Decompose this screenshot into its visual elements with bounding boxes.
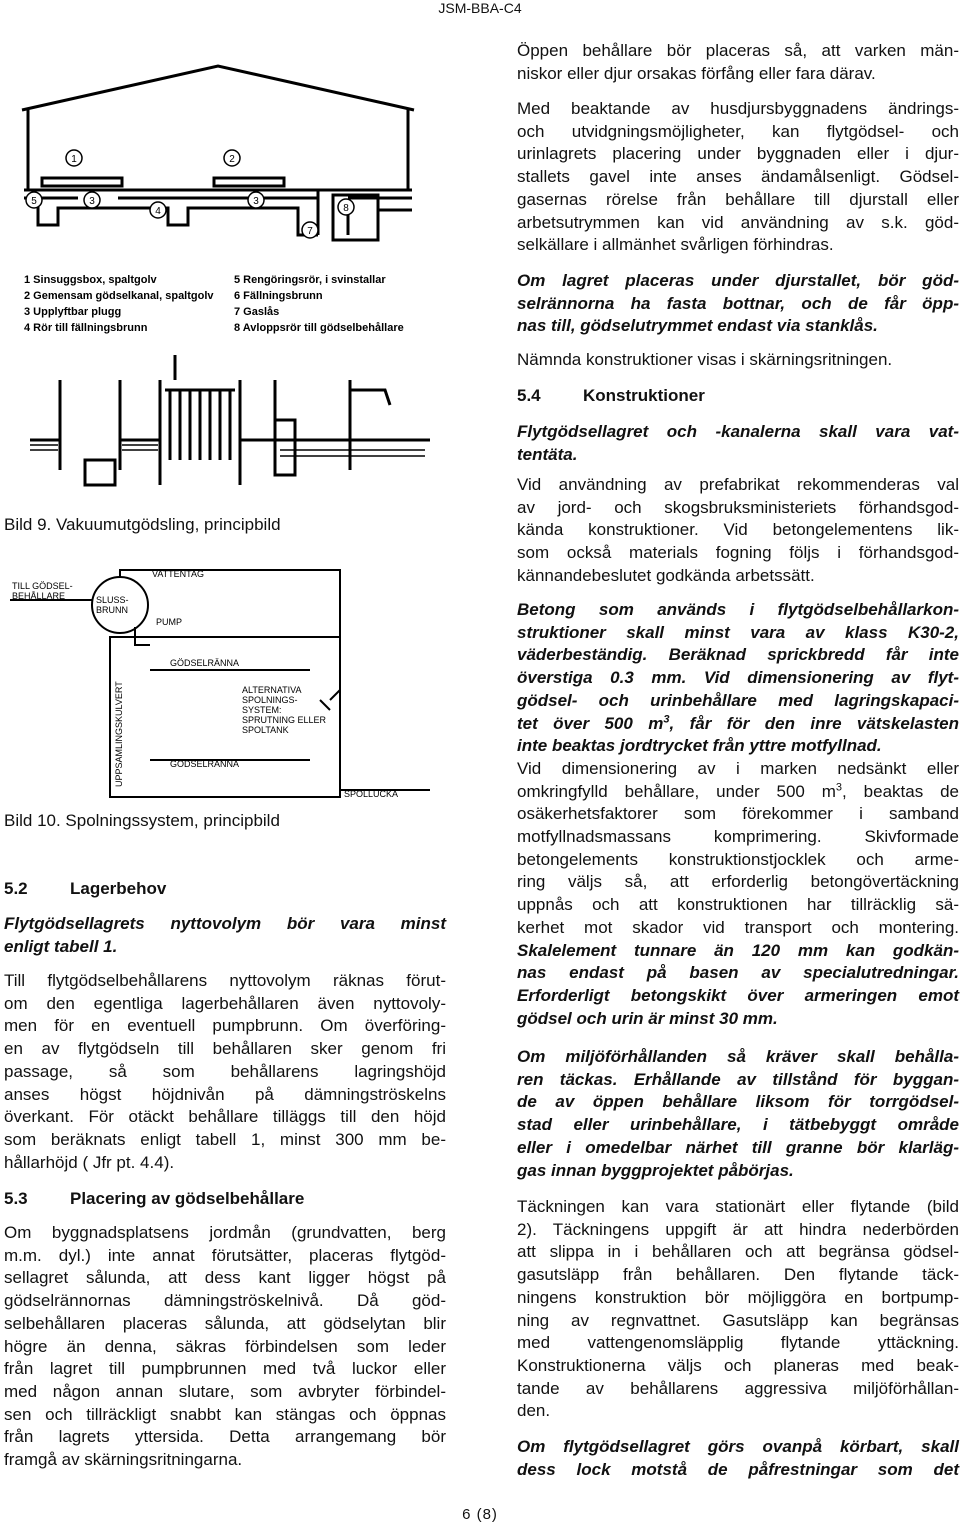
text-line: kända konstruktioner. Vid betongelementens lik- — [517, 520, 959, 540]
text-line: uppnås och att konstruktionen har tillräcklig sä- — [517, 895, 959, 915]
right-paragraph-9 — [517, 1046, 959, 1182]
label-behallare: BEHÅLLARE — [12, 591, 66, 601]
callout-5: 5 — [31, 196, 37, 207]
right-paragraph-1 — [517, 40, 959, 85]
label-alt4: SPRUTNING ELLER — [242, 715, 327, 725]
text-line: arbetsutrymmen kan vid användning av s.k. göd- — [517, 212, 959, 232]
text-line: Erforderligt betongskikt över armeringen emot — [517, 985, 959, 1005]
text-line: Om miljöförhållanden så kräver skall behålla- — [517, 1047, 959, 1066]
text-line: av jord- och skogsbruksministeriets förhandsgod- — [517, 497, 959, 517]
right-paragraph-3 — [517, 270, 959, 338]
label-uppsamling: UPPSAMLINGSKULVERT — [114, 681, 124, 787]
text-line: framgå av skärningsritningarna. — [4, 1450, 243, 1470]
text-line: överstiga 0.3 mm. Vid dimensionering av flyt- — [517, 668, 959, 688]
text-line: om den egentliga lagerbehållaren även nyttovoly- — [4, 993, 446, 1013]
section-5-4-number: 5.4 — [517, 386, 541, 405]
superscript: 3 — [835, 780, 843, 793]
label-alt1: ALTERNATIVA — [242, 685, 302, 695]
text-line: niskor eller djur orsakas förfång eller fara därav. — [517, 63, 876, 83]
text-line: eller i omedelbar närhet till granne bör klarläg- — [517, 1137, 959, 1157]
label-alt5: SPOLTANK — [242, 725, 289, 735]
figure-vacuum — [30, 350, 430, 500]
right-paragraph-2 — [517, 98, 959, 257]
text-line: överkant. För otäckt behållare tilläggs till den höjd — [4, 1107, 446, 1127]
text-line: Om byggnadsplatsens jordmån (grundvatten, berg — [4, 1223, 446, 1242]
requirement-line: enligt tabell 1. — [4, 936, 118, 956]
section-5-3-heading — [4, 1188, 304, 1210]
text-fragment: , får för den inre vätskelasten — [669, 713, 959, 733]
text-line: hållarhöjd ( Jfr pt. 4.4). — [4, 1152, 175, 1172]
callout-1: 1 — [71, 154, 77, 165]
label-sluss1: SLUSS- — [96, 595, 129, 605]
label-alt3: SYSTEM: — [242, 705, 282, 715]
text-line: inte beaktas jordtrycket från yttre motfyllnad. — [517, 736, 882, 756]
text-line: att slippa in i behållaren och att begränsa gödsel- — [517, 1242, 959, 1262]
callout-2: 2 — [229, 154, 235, 165]
text-line: tande av behållarens aggressiva miljöförhållan- — [517, 1378, 959, 1398]
text-line: den. — [517, 1401, 551, 1421]
text-line: selbehållaren placeras sålunda, att gödselytan blir — [4, 1313, 446, 1333]
text-line: Med beaktande av husdjursbyggnadens ändrings- — [517, 99, 959, 118]
text-line: med vattengenomsläpplig flytande yttäckning. — [517, 1333, 959, 1353]
text-line: selkällare i allmänhet svårligen förhindras. — [517, 235, 834, 255]
requirement-line: Flytgödsellagrets nyttovolym bör vara minst — [4, 914, 446, 933]
text-line: Vid användning av prefabrikat rekommenderas val — [517, 475, 959, 494]
text-line: ning av regnvattnet. Gasutsläpp kan begränsas — [517, 1310, 959, 1330]
label-ranna1: GÖDSELRÄNNA — [170, 658, 240, 668]
text-line: ren täckas. Erhållande av tillstånd för byggan- — [517, 1069, 959, 1089]
section-5-2-heading — [4, 878, 166, 900]
text-line: nas endast på basen av specialutredningar. — [517, 963, 959, 983]
right-paragraph-10 — [517, 1196, 959, 1423]
text-line: från lagrets yttersida. Detta arrangemang bör — [4, 1427, 446, 1447]
section-5-3-body — [4, 1222, 446, 1472]
text-line: gasernas rörelse från behållare till djurstall eller — [517, 189, 959, 209]
text-line: högre än denna, säkras förbindelsen som leder — [4, 1336, 446, 1356]
text-line — [517, 781, 959, 804]
text-fragment: tet över 500 m — [517, 713, 664, 733]
text-line: motfyllnadsmassans komprimering. Skivformade — [517, 827, 959, 847]
callout-7: 7 — [307, 226, 313, 237]
right-paragraph-7 — [517, 599, 959, 1030]
label-pump: PUMP — [156, 617, 183, 627]
legend-4: 4 Rör till fällningsbrunn — [24, 322, 148, 334]
text-line: stallets gavel inte anses ändamålsenligt. Gödsel- — [517, 167, 959, 187]
text-line: dess lock motstå de påfrestningar som det — [517, 1459, 959, 1479]
figure-barn-section — [18, 60, 418, 345]
text-line: kännandebeslutet godkända arbetssätt. — [517, 565, 815, 585]
text-line — [517, 713, 959, 736]
text-line: tentäta. — [517, 444, 578, 464]
text-line: struktioner skall minst vara av klass K30-2, — [517, 622, 959, 642]
label-ranna2: GÖDSELRÄNNA — [170, 759, 240, 769]
text-line: väderbeständig. Beräknad sprickbredd får inte — [517, 645, 959, 665]
section-5-3-title: Placering av gödselbehållare — [70, 1189, 305, 1208]
text-line: Öppen behållare bör placeras så, att varken män- — [517, 41, 959, 60]
text-line: Täckningen kan vara stationärt eller flytande (bild — [517, 1197, 959, 1216]
text-line: urinlagrets placering under byggnaden eller i djur- — [517, 144, 959, 164]
right-paragraph-4 — [517, 349, 959, 372]
text-line: gödselrännornas dämningströskelnivå. Då göd- — [4, 1291, 446, 1311]
section-5-4-heading — [517, 385, 705, 407]
text-line: Konstruktionerna väljs och planeras med beak- — [517, 1355, 959, 1375]
right-paragraph-6 — [517, 474, 959, 588]
section-5-2-number: 5.2 — [4, 879, 28, 898]
section-5-4-title: Konstruktioner — [583, 386, 705, 405]
right-paragraph-11 — [517, 1436, 959, 1481]
callout-8: 8 — [343, 203, 349, 214]
figure-10-caption: Bild 10. Spolningssystem, principbild — [4, 811, 280, 830]
section-5-3-number: 5.3 — [4, 1189, 28, 1208]
label-sluss2: BRUNN — [96, 605, 129, 615]
callout-4: 4 — [155, 206, 161, 217]
text-fragment: omkringfylld behållare, under 500 m — [517, 781, 836, 801]
text-line: gödsel- och urinbehållare med lagringskapaci- — [517, 690, 959, 710]
label-spollucka: SPOLLUCKA — [344, 789, 399, 799]
page-number: 6 (8) — [462, 1506, 498, 1523]
legend-1: 1 Sinsuggsbox, spaltgolv — [24, 274, 157, 286]
text-line: Betong som används i flytgödselbehållarkon- — [517, 600, 959, 619]
legend-2: 2 Gemensam gödselkanal, spaltgolv — [24, 290, 214, 302]
text-line: med någon annan slutare, som avbryter förbindel- — [4, 1381, 446, 1401]
text-line: ningens konstruktion bör möjliggöra en bortpump- — [517, 1287, 959, 1307]
figure-flushing-system — [10, 565, 430, 805]
text-line: sellagret sålunda, att dess kant ligger högst på — [4, 1268, 446, 1288]
text-line: Flytgödsellagret och -kanalerna skall vara vat- — [517, 422, 959, 441]
document-id: JSM-BBA-C4 — [438, 0, 522, 16]
text-line: anses högst höjdnivån på dämningströskelns — [4, 1084, 446, 1104]
text-line: Till flytgödselbehållarens nyttovolym räknas förut- — [4, 971, 446, 990]
text-line: och utvidgningsmöjligheter, kan flytgödsel- och — [517, 121, 959, 141]
text-line: gas innan byggprojektet påbörjas. — [517, 1160, 794, 1180]
text-line: 2). Täckningens uppgift är att hindra nederbörden — [517, 1219, 959, 1239]
text-line: Skalelement tunnare än 120 mm kan godkän- — [517, 940, 959, 960]
text-line: stad eller urinbehållare, i tätbebyggt område — [517, 1115, 959, 1135]
text-line: sen och tillräckligt snabbt kan stängas och öppnas — [4, 1404, 446, 1424]
text-line: en av flytgödseln till behållaren sker genom fri — [4, 1039, 446, 1059]
text-line: kerhet mot skador vid transport och montering. — [517, 917, 959, 937]
legend-8: 8 Avloppsrör till gödselbehållare — [234, 322, 404, 334]
text-line: gasutsläpp från behållaren. Den flytande täck- — [517, 1265, 959, 1285]
superscript: 3 — [663, 712, 670, 725]
section-5-2-body — [4, 970, 446, 1174]
text-line: Vid dimensionering av i marken nedsänkt eller — [517, 758, 959, 778]
text-line: Nämnda konstruktioner visas i skärningsritningen. — [517, 350, 893, 369]
label-alt2: SPOLNINGS- — [242, 695, 298, 705]
text-line: selrännorna ha fasta bottnar, och de får öpp- — [517, 293, 959, 313]
legend-7: 7 Gaslås — [234, 306, 280, 318]
text-line: som beräknats enligt tabell 1, minst 300 mm be- — [4, 1129, 446, 1149]
text-line: nas till, gödselutrymmet endast via stanklås. — [517, 316, 878, 336]
text-line: men för en eventuell pumpbrunn. Om överföring- — [4, 1016, 446, 1036]
callout-3a: 3 — [89, 196, 95, 207]
text-line: passage, så som behållarens lagringshöjd — [4, 1061, 446, 1081]
text-line: Om lagret placeras under djurstallet, bör göd- — [517, 271, 959, 290]
text-line: osäkerhetsfaktorer som förekommer i samband — [517, 804, 959, 824]
text-line: betongelements konstruktionstjocklek och arme- — [517, 849, 959, 869]
legend-5: 5 Rengöringsrör, i svinstallar — [234, 274, 386, 286]
section-5-2-requirement — [4, 913, 446, 958]
text-line: de av öppen behållare liksom för torrgödsel- — [517, 1092, 959, 1112]
text-line: m.m. dyl.) inte annat förutsätter, placeras flytgöd- — [4, 1245, 446, 1265]
right-paragraph-5 — [517, 421, 959, 466]
text-line: som också materials fogning följs i förhandsgod- — [517, 543, 959, 563]
text-line: Om flytgödsellagret görs ovanpå körbart, skall — [517, 1437, 959, 1456]
legend-6: 6 Fällningsbrunn — [234, 290, 323, 302]
label-till: TILL GÖDSEL- — [12, 581, 73, 591]
text-line: ring väljs så, att erforderlig betongövertäckning — [517, 872, 959, 892]
text-line: gödsel och urin är minst 30 mm. — [517, 1008, 778, 1028]
text-line: från lagret till pumpbrunnen med två luckor eller — [4, 1359, 446, 1379]
text-fragment: , beaktas de — [842, 781, 959, 801]
label-vattentag: VATTENTAG — [152, 569, 205, 579]
figure-9-caption: Bild 9. Vakuumutgödsling, principbild — [4, 515, 281, 534]
callout-3b: 3 — [253, 196, 259, 207]
legend-3: 3 Upplyftbar plugg — [24, 306, 122, 318]
section-5-2-title: Lagerbehov — [70, 879, 167, 898]
